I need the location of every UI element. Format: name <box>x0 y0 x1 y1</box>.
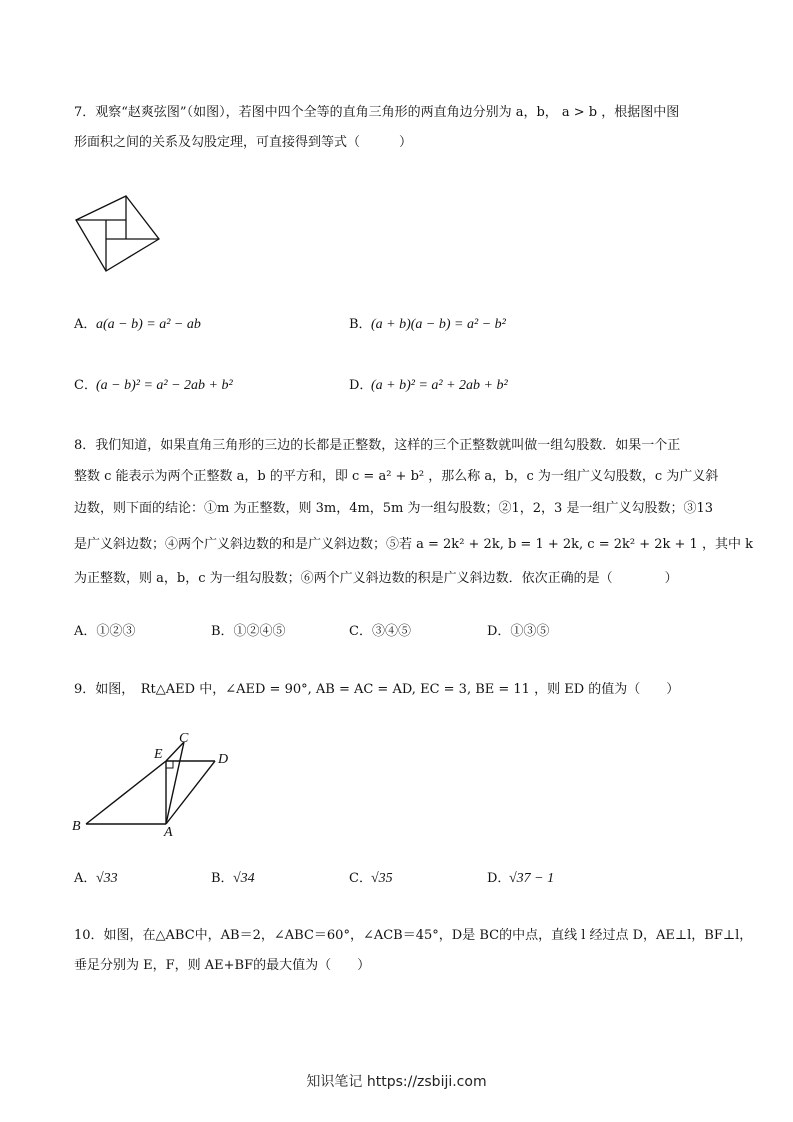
q7-option-b-label: B． <box>349 317 372 332</box>
footer-watermark[interactable]: 知识笔记 https://zsbiji.com <box>306 1074 487 1090</box>
q9-option-a[interactable] <box>74 870 118 888</box>
q9-option-b[interactable] <box>211 870 255 888</box>
q8-line1: 8．我们知道，如果直角三角形的三边的长都是正整数，这样的三个正整数就叫做一组勾股数．如果一个正 <box>74 438 681 453</box>
q7-option-d-text: (a + b)² = a² + 2ab + b² <box>371 378 508 393</box>
q7-option-a-label: A． <box>74 317 97 332</box>
q7-option-a-text: a(a − b) = a² − ab <box>96 317 201 332</box>
q9-option-d-label: D． <box>487 871 511 886</box>
q7-option-b-text: (a + b)(a − b) = a² − b² <box>371 317 506 332</box>
zhao-shuang-figure <box>70 188 165 278</box>
q9-option-c-label: C． <box>349 871 372 886</box>
q9-option-d[interactable] <box>487 870 554 888</box>
label-c: C <box>179 731 189 746</box>
label-a: A <box>164 825 173 840</box>
q8-option-d[interactable]: D．①③⑤ <box>487 624 550 639</box>
q8-option-c[interactable]: C．③④⑤ <box>349 624 411 639</box>
q8-option-a[interactable]: A．①②③ <box>74 624 136 639</box>
q7-option-c[interactable] <box>74 377 233 395</box>
q7-line1: 7．观察“赵爽弦图”（如图），若图中四个全等的直角三角形的两直角边分别为 a，b， a > b ，根据图中图 <box>74 105 680 120</box>
q7-option-b[interactable] <box>349 316 506 334</box>
label-e: E <box>154 747 163 762</box>
q9-option-b-label: B． <box>211 871 234 886</box>
q9-option-c-text: √35 <box>371 871 393 886</box>
q9-triangle-figure <box>68 728 240 840</box>
q7-option-d-label: D． <box>349 378 373 393</box>
outer-square <box>76 196 159 271</box>
q8-line3: 边数，则下面的结论：①m 为正整数，则 3m，4m，5m 为一组勾股数；②1，2，3 是一组广义勾股数；③13 <box>74 501 714 516</box>
label-b: B <box>72 819 81 834</box>
segment-be <box>86 761 166 824</box>
q8-line2: 整数 c 能表示为两个正整数 a，b 的平方和，即 c = a² + b² ，那么称 a，b，c 为一组广义勾股数，c 为广义斜 <box>74 469 719 484</box>
q7-option-a[interactable] <box>74 316 201 334</box>
q8-line4: 是广义斜边数；④两个广义斜边数的和是广义斜边数；⑤若 a = 2k² + 2k, b = 1 + 2k, c = 2k² + 2k + 1 ，其中 k <box>74 537 753 552</box>
q7-option-d[interactable] <box>349 377 508 395</box>
q9-option-a-text: √33 <box>96 871 118 886</box>
q7-option-c-text: (a − b)² = a² − 2ab + b² <box>96 378 233 393</box>
q10-line1: 10．如图，在△ABC中，AB＝2，∠ABC＝60°，∠ACB＝45°，D是 BC的中点，直线 l 经过点 D，AE⊥l，BF⊥l， <box>74 928 753 943</box>
q9-option-a-label: A． <box>74 871 97 886</box>
label-d: D <box>218 752 229 767</box>
q9-option-b-text: √34 <box>233 871 255 886</box>
q9-option-d-text: √37 − 1 <box>509 871 555 886</box>
q8-line5: 为正整数，则 a，b，c 为一组勾股数；⑥两个广义斜边数的积是广义斜边数．依次正确的是（ ） <box>74 571 678 586</box>
right-angle-mark <box>166 761 173 768</box>
q9-option-c[interactable] <box>349 870 393 888</box>
q7-option-c-label: C． <box>74 378 97 393</box>
q10-line2: 垂足分别为 E，F，则 AE+BF的最大值为（ ） <box>74 958 371 973</box>
q9-line1: 9．如图， Rt△AED 中，∠AED = 90°, AB = AC = AD, EC = 3, BE = 11 ，则 ED 的值为（ ） <box>74 682 680 697</box>
q7-line2: 形面积之间的关系及勾股定理，可直接得到等式（ ） <box>74 135 413 150</box>
q8-option-b[interactable]: B．①②④⑤ <box>211 624 286 639</box>
